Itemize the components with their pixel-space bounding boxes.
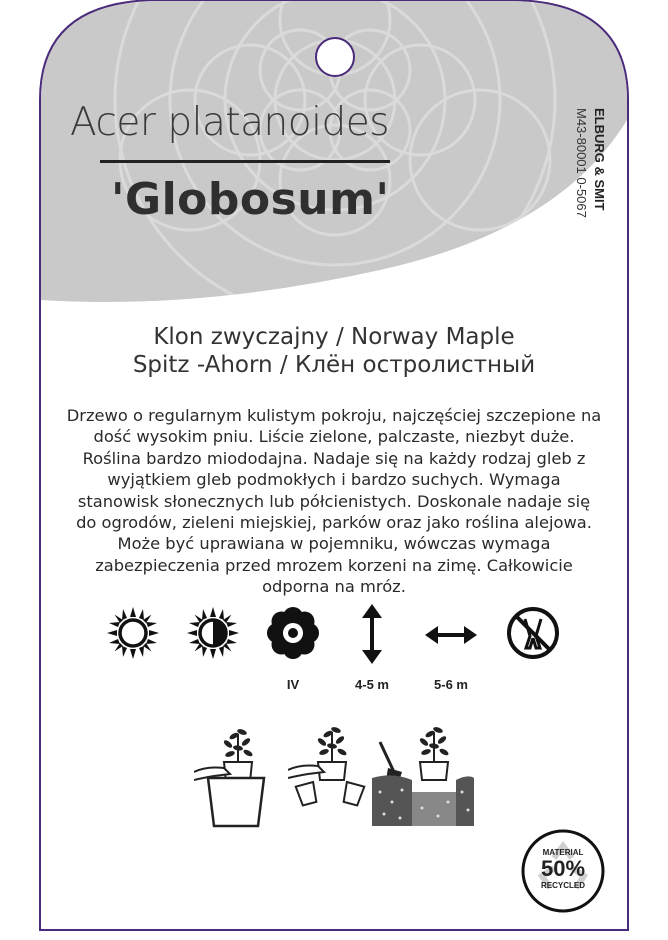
hang-hole <box>316 38 354 76</box>
badge-material: MATERIAL <box>542 848 584 857</box>
common-names-line2: Spitz -Ahorn / Клён остролистный <box>132 352 536 378</box>
sun-icon <box>107 607 159 659</box>
soak-roots-icon <box>288 722 370 812</box>
no-pruning-icon <box>506 606 560 660</box>
product-code: M43-80001 0-5067 <box>574 108 589 218</box>
half-shade-icon <box>187 607 239 659</box>
badge-percent: 50% <box>540 856 586 881</box>
header-background <box>0 0 668 330</box>
badge-recycled: RECYCLED <box>540 881 585 890</box>
cultivar-name: 'Globosum' <box>111 174 390 225</box>
flower-icon <box>267 607 319 659</box>
brand-name: ELBURG & SMIT <box>592 108 607 211</box>
height-label: 4-5 m <box>355 677 389 692</box>
width-arrow-icon <box>425 624 477 646</box>
width-label: 5-6 m <box>434 677 468 692</box>
description: Drzewo o regularnym kulistym pokroju, najczęściej szczepione na dość wysokim pniu. Liście zielone, palczaste, niezbyt duże. Roślina bardzo miododajna. Nadaje się na każdy rodzaj gleb z wyjątkiem gleb podmokłych i bardzo suchych. Wymaga stanowisk słonecznych lub półcienistych. Doskonale nadaje się do ogrodów, zieleni miejskiej, parków oraz jako roślina alejowa. Może być uprawiana w pojemniku, wówczas wymaga zabezpieczenia przed mrozem korzeni na zimę. Całkowicie odporna na mróz. <box>66 406 602 597</box>
height-arrow-icon <box>360 604 384 664</box>
plant-in-hole-icon <box>372 722 474 826</box>
title-divider <box>100 160 390 163</box>
common-names-line1: Klon zwyczajny / Norway Maple <box>153 324 515 350</box>
flowering-month-label: IV <box>286 677 300 692</box>
latin-name: Acer platanoides <box>70 100 390 145</box>
remove-pot-icon <box>194 722 276 828</box>
